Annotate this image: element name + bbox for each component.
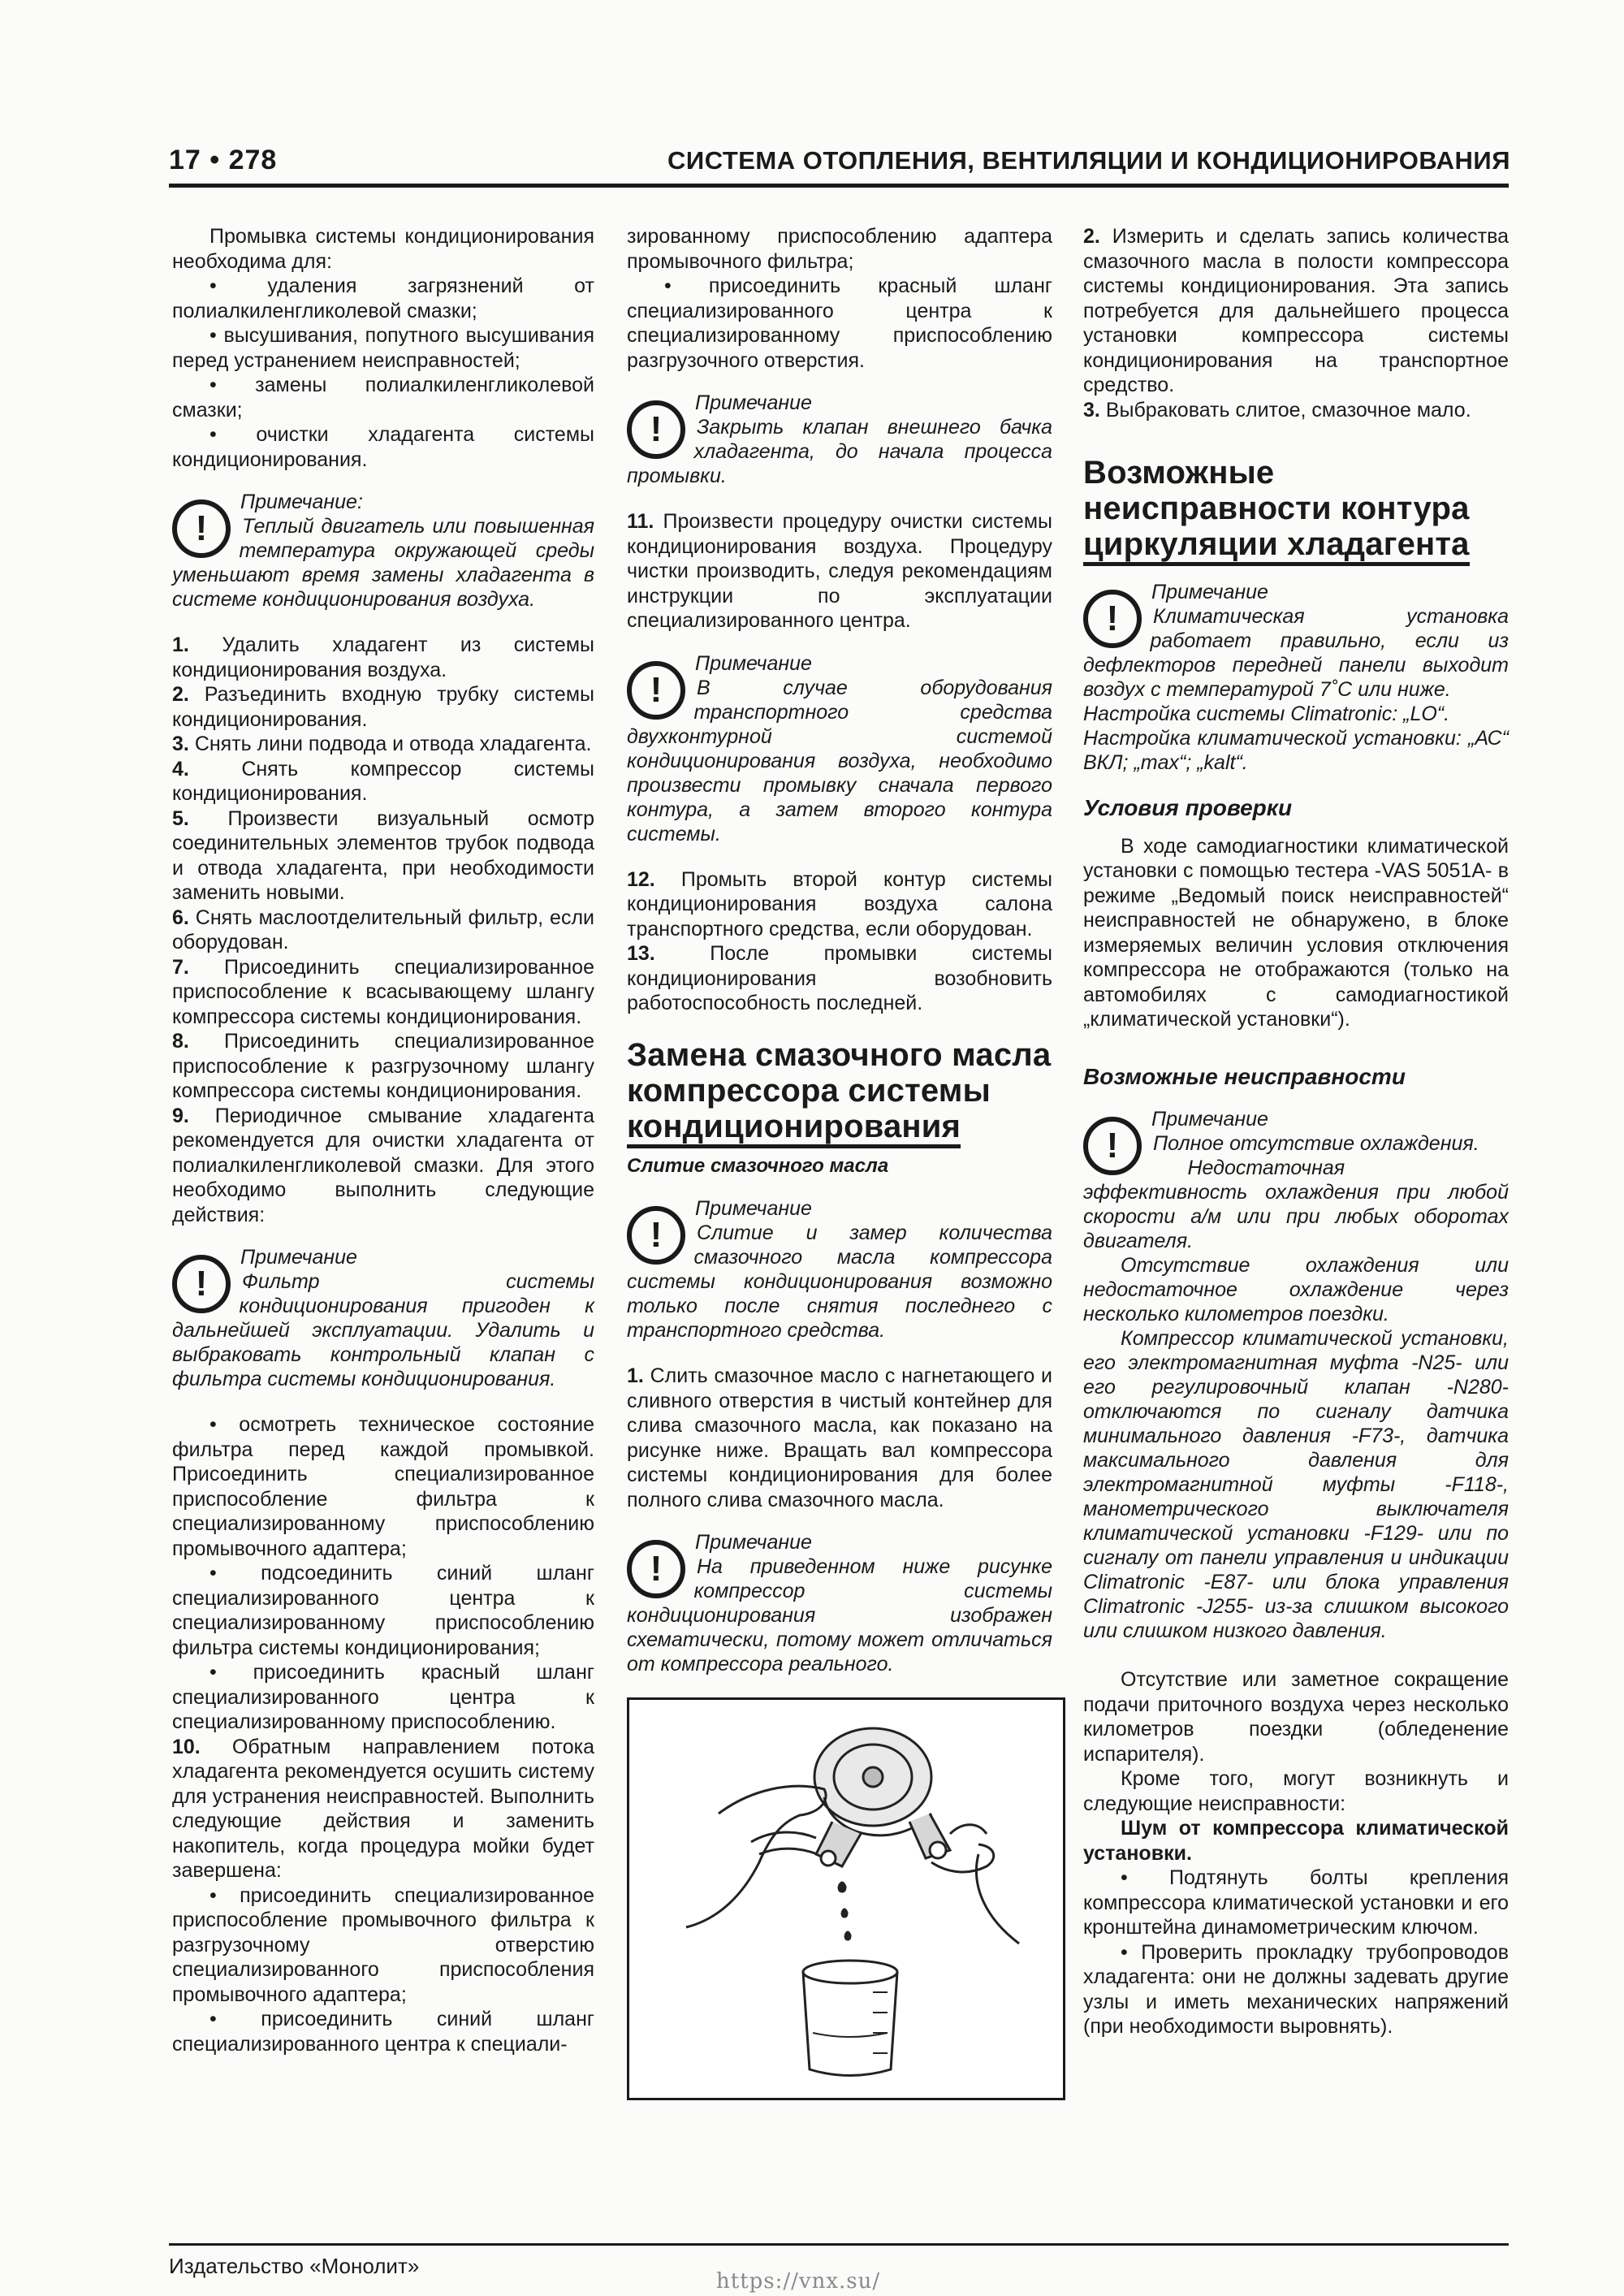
warning-icon: !	[1083, 590, 1142, 648]
page-title: СИСТЕМА ОТОПЛЕНИЯ, ВЕНТИЛЯЦИИ И КОНДИЦИОНИРОВАНИЯ	[667, 146, 1510, 175]
text-paragraph: Отсутствие или заметное сокращение подачи приточного воздуха через несколько километров поездки (обледенение испарителя).	[1083, 1668, 1509, 1766]
step: 10. Обратным направлением потока хладагента рекомендуется осушить систему для устранения неисправностей. Выполнить следующие действия и заменить накопитель, когда процедура мойки будет завершена:	[172, 1735, 594, 1882]
section-heading-part: циркуляции хладагента	[1083, 526, 1470, 566]
step: 3. Снять лини подвода и отвода хладагента.	[172, 733, 592, 755]
note-text: Настройка системы Climatronic: „LO“.	[1083, 703, 1450, 725]
step: 8. Присоединить специализированное приспособление к разгрузочному шлангу компрессора системы кондиционирования.	[172, 1030, 594, 1102]
note-text: Теплый двигатель или повышенная температура окружающей среды уменьшают время замены хладагента в системе кондиционирования воздуха.	[172, 515, 594, 611]
list-item: • присоединить специализированное приспособление промывочного фильтра к разгрузочному отверстию специализированного приспособления промывочного адаптера;	[172, 1883, 594, 2006]
list-item: • удаления загрязнений от полиалкиленгликолевой смазки;	[172, 275, 594, 322]
intro-text: Промывка системы кондиционирования необходима для:	[172, 225, 594, 273]
note-box	[172, 1245, 594, 1391]
step: 12. Промыть второй контур системы кондиционирования воздуха салона транспортного средства, если оборудован.	[627, 867, 1052, 940]
column-2	[627, 224, 1052, 2100]
list-item: • присоединить красный шланг специализированного центра к специализированному приспособлению разгрузочного отверстия.	[627, 275, 1052, 372]
note-text: В случае оборудования транспортного средства двухконтурной системой кондиционирования воздуха, необходимо произвести промывку сначала первого контура, а затем второго контура системы.	[627, 676, 1052, 845]
text-paragraph: зированному приспособлению адаптера промывочного фильтра;	[627, 225, 1052, 273]
list-item: • присоединить синий шланг специализированного центра к специали-	[172, 2008, 594, 2056]
note-text: Полное отсутствие охлаждения.	[1153, 1132, 1479, 1155]
note-text: Закрыть клапан внешнего бачка хладагента, до начала процесса промывки.	[627, 416, 1052, 487]
step: 7. Присоединить специализированное приспособление к всасывающему шлангу компрессора системы кондиционирования.	[172, 955, 594, 1028]
step: 6. Снять маслоотделительный фильтр, если оборудован.	[172, 906, 594, 953]
note-text: Фильтр системы кондиционирования пригоден к дальнейшей эксплуатации. Удалить и выбраковать контрольный клапан с фильтра системы кондиционирования.	[172, 1270, 594, 1390]
step: 3. Выбраковать слитое, смазочное мало.	[1083, 398, 1471, 422]
page-number: 17 • 278	[169, 145, 278, 175]
text-paragraph: В ходе самодиагностики климатической установки с помощью тестера -VAS 5051A- в режиме „Ведомый поиск неисправностей“ неисправностей не обнаружено, в блоке измеряемых величин условия отключения компрессора не отображаются (только на автомобилях с самодиагностикой „климатической установки“).	[1083, 834, 1509, 1031]
step: 4. Снять компрессор системы кондиционирования.	[172, 757, 595, 805]
subsection-heading: Условия проверки	[1083, 795, 1293, 820]
list-item: • осмотреть техническое состояние фильтра перед каждой промывкой. Присоединить специализированное приспособление фильтра к специализированному приспособлению промывочного адаптера;	[172, 1413, 594, 1560]
column-3	[1083, 224, 1509, 2039]
column-1	[172, 224, 594, 2056]
step: 13. После промывки системы кондиционирования возобновить работоспособность последней.	[627, 942, 1052, 1014]
watermark-link: https://vnx.su/	[716, 2269, 881, 2294]
note-box	[627, 651, 1052, 846]
note-box	[172, 490, 594, 612]
warning-icon: !	[172, 499, 231, 558]
step: 9. Периодичное смывание хладагента рекомендуется для очистки хладагента от полиалкиленгликолевой смазки. Для этого необходимо выполнить следующие действия:	[172, 1104, 595, 1226]
section-heading-part: Возможные неисправности контура	[1083, 455, 1470, 526]
note-label: Примечание	[1151, 581, 1268, 603]
compressor-drawing	[629, 1700, 1063, 2098]
list-item: • присоединить красный шланг специализированного центра к специализированному приспособлению.	[172, 1661, 594, 1733]
note-text: Компрессор климатической установки, его электромагнитная муфта -N25- или его регулировочный клапан -N280- отключаются по сигналу датчика минимального давления -F73-, датчика максимального давления для электромагнитной муфты -F118-, манометрического выключателя климатической установки -F129- или по сигналу от панели управления и индикации Climatronic -E87- или блока управления Climatronic -J255- из-за слишком высокого или слишком низкого давления.	[1083, 1327, 1509, 1642]
step: 5. Произвести визуальный осмотр соединительных элементов трубок подвода и отвода хладагента, при необходимости заменить новыми.	[172, 806, 594, 904]
step: 2. Разъединить входную трубку системы кондиционирования.	[172, 683, 594, 731]
footer-rule	[169, 2243, 1509, 2246]
note-text: Слитие и замер количества смазочного масла компрессора системы кондиционирования возможно только после снятия последнего с транспортного средства.	[627, 1222, 1052, 1342]
note-text: На приведенном ниже рисунке компрессор системы кондиционирования изображен схематически, потому может отличаться от компрессора реального.	[627, 1555, 1052, 1676]
subsection-heading: Слитие смазочного масла	[627, 1154, 889, 1177]
step: 1. Слить смазочное масло с нагнетающего и сливного отверстия в чистый контейнер для слива смазочного масла, как показано на рисунке ниже. Вращать вал компрессора системы кондиционирования для более полного слива смазочного масла.	[627, 1364, 1052, 1511]
note-label: Примечание	[1151, 1108, 1268, 1131]
section-heading	[1083, 455, 1509, 562]
section-heading-part: Замена смазочного масла компрессора системы	[627, 1036, 1052, 1109]
warning-icon: !	[627, 661, 685, 720]
note-label: Примечание	[694, 651, 812, 675]
note-text: Отсутствие охлаждения или недостаточное охлаждение через несколько километров поездки.	[1083, 1254, 1509, 1325]
warning-icon: !	[627, 1540, 685, 1598]
list-item: • замены полиалкиленгликолевой смазки;	[172, 374, 594, 422]
note-text: Настройка климатической установки: „АС“ ВКЛ; „max“; „kalt“.	[1083, 727, 1509, 774]
compressor-oil-drain-illustration	[627, 1697, 1065, 2100]
note-box	[1083, 580, 1509, 775]
note-label: Примечание:	[240, 491, 363, 513]
note-box	[627, 1196, 1052, 1343]
section-heading-part: кондиционирования	[627, 1109, 961, 1148]
note-box	[627, 1530, 1052, 1676]
list-item: • высушивания, попутного высушивания перед устранением неисправностей;	[172, 324, 594, 372]
bold-heading: Шум от компрессора климатической установки.	[1083, 1817, 1509, 1865]
note-box	[1083, 1107, 1509, 1643]
warning-icon: !	[172, 1255, 231, 1313]
note-label: Примечание	[694, 1531, 812, 1554]
section-heading	[627, 1037, 1052, 1144]
list-item: • очистки хладагента системы кондиционирования.	[172, 423, 594, 471]
list-item: • Проверить прокладку трубопроводов хладагента: они не должны задевать другие узлы и иметь механических напряжений (при необходимости выровнять).	[1083, 1940, 1509, 2038]
list-item: • Подтянуть болты крепления компрессора климатической установки и его кронштейна динамометрическим ключом.	[1083, 1866, 1509, 1939]
note-text: Недостаточная эффективность охлаждения при любой скорости а/м или при любых оборотах двигателя.	[1083, 1157, 1509, 1252]
step: 2. Измерить и сделать запись количества смазочного масла в полости компрессора системы кондиционирования. Эта запись потребуется для дальнейшего процесса установки компрессора системы кондиционирования на транспортное средство.	[1083, 225, 1509, 396]
note-label: Примечание	[694, 1197, 812, 1220]
text-paragraph: Кроме того, могут возникнуть и следующие неисправности:	[1083, 1767, 1509, 1815]
publisher-footer: Издательство «Монолит»	[169, 2254, 420, 2278]
warning-icon: !	[1083, 1117, 1142, 1175]
warning-icon: !	[627, 400, 685, 459]
note-label: Примечание	[240, 1246, 357, 1269]
warning-icon: !	[627, 1206, 685, 1265]
note-box	[627, 391, 1052, 488]
step: 1. Удалить хладагент из системы кондиционирования воздуха.	[172, 633, 594, 681]
header-rule	[169, 184, 1509, 188]
note-label: Примечание	[694, 391, 812, 414]
subsection-heading: Возможные неисправности	[1083, 1063, 1406, 1089]
step: 11. Произвести процедуру очистки системы кондиционирования воздуха. Процедуру чистки производить, следуя рекомендациям инструкции по эксплуатации специализированного центра.	[627, 510, 1052, 632]
note-text: Климатическая установка работает правильно, если из дефлекторов передней панели выходит воздух с температурой 7˚С или ниже.	[1083, 605, 1509, 701]
list-item: • подсоединить синий шланг специализированного центра к специализированному приспособлению фильтра системы кондиционирования;	[172, 1562, 594, 1659]
